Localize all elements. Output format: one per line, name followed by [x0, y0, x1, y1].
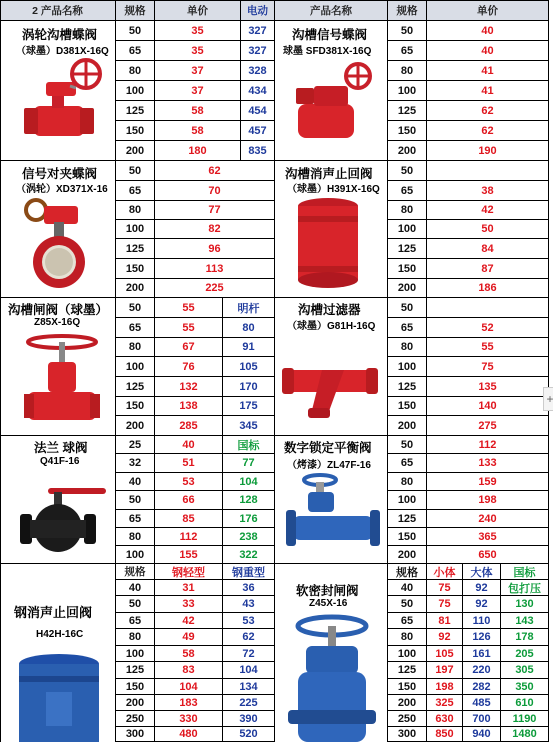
national-standard-price-cell: 77: [223, 454, 275, 473]
butterfly-valve-gear-icon: [14, 56, 106, 148]
spec-cell: 25: [116, 436, 155, 454]
national-standard-price-cell: 143: [501, 613, 549, 629]
electric-price-cell: 835: [241, 141, 275, 161]
price-cell: 37: [155, 81, 241, 101]
large-body-price-cell: 485: [463, 695, 501, 711]
small-body-price-cell: 325: [427, 695, 463, 711]
spec-cell: 80: [116, 629, 155, 646]
spec-cell: 200: [116, 416, 155, 436]
product-name: 数字锁定平衡阀: [284, 441, 372, 455]
price-cell: 62: [427, 101, 549, 121]
check-valve-blue-icon: [16, 652, 102, 742]
spec-cell: 80: [116, 61, 155, 81]
spec-cell: 80: [388, 338, 427, 357]
price-cell: 112: [155, 528, 223, 546]
spec-cell: 100: [116, 220, 155, 239]
spec-cell: 125: [116, 662, 155, 679]
spec-cell: 65: [388, 318, 427, 338]
ball-valve-black-icon: [18, 474, 108, 560]
product-model: （涡轮）XD371X-16: [16, 184, 108, 195]
small-body-price-cell: 850: [427, 727, 463, 742]
electric-price-cell: 328: [241, 61, 275, 81]
price-cell: 70: [155, 181, 275, 201]
spec-cell: 50: [388, 436, 427, 454]
spec-cell: 300: [388, 727, 427, 742]
price-cell: 180: [155, 141, 241, 161]
spec-cell: 150: [116, 121, 155, 141]
price-cell: 275: [427, 416, 549, 436]
small-body-price-cell: 75: [427, 596, 463, 613]
price-cell: 55: [155, 318, 223, 338]
spec-cell: 65: [388, 41, 427, 61]
price-cell: 82: [155, 220, 275, 239]
spec-cell: 50: [116, 161, 155, 181]
spec-cell: 50: [388, 298, 427, 318]
spec-cell: 80: [388, 629, 427, 646]
spec-cell: 150: [388, 679, 427, 695]
y-strainer-red-icon: [282, 336, 378, 420]
heavy-price-cell: 36: [223, 580, 275, 596]
product-name: 法兰 球阀: [34, 441, 88, 455]
spec-cell: 200: [388, 141, 427, 161]
heavy-price-cell: 72: [223, 646, 275, 662]
price-cell: 31: [155, 580, 223, 596]
price-cell: [427, 298, 549, 318]
gate-valve-red-icon: [22, 334, 102, 430]
subheader-heavy-steel: 钢重型: [223, 564, 275, 580]
price-cell: 37: [155, 61, 241, 81]
heavy-price-cell: 104: [223, 662, 275, 679]
price-cell: 42: [155, 613, 223, 629]
heavy-price-cell: 520: [223, 727, 275, 742]
spec-cell: 50: [116, 21, 155, 41]
balance-valve-blue-icon: [284, 472, 382, 560]
price-cell: 55: [427, 338, 549, 357]
price-cell: 159: [427, 473, 549, 491]
electric-price-cell: 327: [241, 41, 275, 61]
price-cell: 58: [155, 101, 241, 121]
spec-cell: 50: [116, 491, 155, 510]
heavy-price-cell: 53: [223, 613, 275, 629]
price-cell: 35: [155, 41, 241, 61]
price-cell: 480: [155, 727, 223, 742]
price-cell: 225: [155, 279, 275, 298]
spec-cell: 200: [388, 416, 427, 436]
electric-price-cell: 454: [241, 101, 275, 121]
spec-cell: 150: [116, 259, 155, 279]
product-model: Z85X-16Q: [34, 317, 81, 328]
price-cell: 41: [427, 61, 549, 81]
national-standard-price-cell: 176: [223, 510, 275, 528]
price-cell: 40: [427, 21, 549, 41]
product-name: 钢消声止回阀: [14, 605, 93, 620]
price-cell: 55: [155, 298, 223, 318]
price-cell: 58: [155, 121, 241, 141]
subheader-light-steel: 钢轻型: [155, 564, 223, 580]
heavy-price-cell: 43: [223, 596, 275, 613]
spec-cell: 125: [388, 377, 427, 397]
rising-stem-price-cell: 明杆: [223, 298, 275, 318]
spec-cell: 80: [116, 201, 155, 220]
spec-cell: 80: [388, 61, 427, 81]
national-standard-price-cell: 130: [501, 596, 549, 613]
electric-price-cell: 327: [241, 21, 275, 41]
spec-cell: 150: [388, 121, 427, 141]
national-standard-price-cell: 322: [223, 546, 275, 564]
spec-cell: 65: [388, 613, 427, 629]
spec-cell: 250: [388, 711, 427, 727]
small-body-price-cell: 197: [427, 662, 463, 679]
subheader-spec: 规格: [388, 564, 427, 580]
price-cell: 42: [427, 201, 549, 220]
spec-cell: 40: [388, 580, 427, 596]
national-standard-price-cell: 包打压: [501, 580, 549, 596]
spec-cell: 250: [116, 711, 155, 727]
spec-cell: 125: [116, 239, 155, 259]
price-cell: 40: [427, 41, 549, 61]
price-cell: 49: [155, 629, 223, 646]
national-standard-price-cell: 128: [223, 491, 275, 510]
spec-cell: 80: [116, 528, 155, 546]
check-valve-red-icon: [292, 196, 364, 292]
spec-cell: 65: [116, 613, 155, 629]
rising-stem-price-cell: 91: [223, 338, 275, 357]
large-body-price-cell: 92: [463, 596, 501, 613]
spec-cell: 65: [388, 181, 427, 201]
product-name: 软密封闸阀: [296, 584, 359, 598]
large-body-price-cell: 282: [463, 679, 501, 695]
spec-cell: 125: [388, 662, 427, 679]
spec-cell: 200: [116, 695, 155, 711]
price-cell: 85: [155, 510, 223, 528]
rising-stem-price-cell: 175: [223, 397, 275, 416]
national-standard-price-cell: 205: [501, 646, 549, 662]
spec-cell: 80: [116, 338, 155, 357]
price-cell: 135: [427, 377, 549, 397]
product-name: 沟槽闸阀（球墨）: [8, 303, 109, 317]
national-standard-price-cell: 610: [501, 695, 549, 711]
price-cell: 41: [427, 81, 549, 101]
price-cell: 35: [155, 21, 241, 41]
subheader-spec: 规格: [116, 564, 155, 580]
price-cell: 51: [155, 454, 223, 473]
price-cell: 50: [427, 220, 549, 239]
product-name: 沟槽消声止回阀: [285, 167, 373, 181]
spec-cell: 150: [388, 528, 427, 546]
spec-cell: 125: [388, 101, 427, 121]
price-cell: 138: [155, 397, 223, 416]
national-standard-price-cell: 238: [223, 528, 275, 546]
spec-cell: 65: [116, 318, 155, 338]
spec-cell: 200: [388, 546, 427, 564]
subheader-small-body: 小体: [427, 564, 463, 580]
heavy-price-cell: 134: [223, 679, 275, 695]
spec-cell: 100: [388, 357, 427, 377]
price-cell: 104: [155, 679, 223, 695]
price-cell: 140: [427, 397, 549, 416]
spec-cell: 80: [388, 473, 427, 491]
product-model: （球墨）D381X-16Q: [16, 46, 109, 57]
header-electric-left: 电动: [241, 0, 275, 21]
product-model: Z45X-16: [309, 598, 348, 609]
small-body-price-cell: 92: [427, 629, 463, 646]
rising-stem-price-cell: 105: [223, 357, 275, 377]
signal-butterfly-valve-icon: [20, 196, 90, 292]
price-cell: 75: [427, 357, 549, 377]
large-body-price-cell: 161: [463, 646, 501, 662]
header-product-name-left: 2 产品名称: [0, 0, 116, 21]
price-cell: 77: [155, 201, 275, 220]
small-body-price-cell: 81: [427, 613, 463, 629]
price-cell: 240: [427, 510, 549, 528]
product-model: （球墨）G81H-16Q: [287, 321, 376, 332]
spec-cell: 100: [388, 81, 427, 101]
spec-cell: 100: [388, 491, 427, 510]
spec-cell: 200: [116, 141, 155, 161]
price-cell: 650: [427, 546, 549, 564]
subheader-large-body: 大体: [463, 564, 501, 580]
small-body-price-cell: 75: [427, 580, 463, 596]
national-standard-price-cell: 国标: [223, 436, 275, 454]
spec-cell: 100: [116, 546, 155, 564]
spec-cell: 32: [116, 454, 155, 473]
product-name: 涡轮沟槽蝶阀: [22, 28, 98, 42]
header-price-right: 单价: [427, 0, 549, 21]
spec-cell: 300: [116, 727, 155, 742]
price-cell: 112: [427, 436, 549, 454]
electric-price-cell: 457: [241, 121, 275, 141]
table-top-border: [0, 0, 549, 1]
spec-cell: 100: [388, 220, 427, 239]
product-model: 球墨 SFD381X-16Q: [283, 46, 372, 57]
price-cell: 365: [427, 528, 549, 546]
spec-cell: 200: [388, 695, 427, 711]
price-cell: 83: [155, 662, 223, 679]
header-product-name-right: 产品名称: [275, 0, 388, 21]
small-body-price-cell: 105: [427, 646, 463, 662]
spec-cell: 150: [116, 679, 155, 695]
large-body-price-cell: 92: [463, 580, 501, 596]
spec-cell: 65: [116, 510, 155, 528]
price-cell: 52: [427, 318, 549, 338]
price-cell: 58: [155, 646, 223, 662]
price-cell: 40: [155, 436, 223, 454]
price-cell: 198: [427, 491, 549, 510]
spec-cell: 40: [116, 580, 155, 596]
small-body-price-cell: 198: [427, 679, 463, 695]
price-cell: 62: [155, 161, 275, 181]
product-model: Q41F-16: [40, 456, 80, 467]
spec-cell: 100: [116, 81, 155, 101]
price-cell: 285: [155, 416, 223, 436]
product-name: 沟槽过滤器: [298, 303, 361, 317]
price-cell: 76: [155, 357, 223, 377]
heavy-price-cell: 62: [223, 629, 275, 646]
product-model: （球墨）H391X-16Q: [287, 184, 380, 195]
heavy-price-cell: 225: [223, 695, 275, 711]
spec-cell: 65: [388, 454, 427, 473]
spec-cell: 65: [116, 41, 155, 61]
large-body-price-cell: 220: [463, 662, 501, 679]
price-cell: 96: [155, 239, 275, 259]
product-model: H42H-16C: [36, 629, 84, 640]
header-spec-right: 规格: [388, 0, 427, 21]
price-cell: 62: [427, 121, 549, 141]
table-left-border: [0, 0, 1, 742]
price-cell: 87: [427, 259, 549, 279]
price-cell: 113: [155, 259, 275, 279]
spec-cell: 100: [116, 646, 155, 662]
national-standard-price-cell: 178: [501, 629, 549, 646]
rising-stem-price-cell: 345: [223, 416, 275, 436]
national-standard-price-cell: 350: [501, 679, 549, 695]
large-body-price-cell: 110: [463, 613, 501, 629]
price-cell: 66: [155, 491, 223, 510]
price-cell: 155: [155, 546, 223, 564]
product-model: （烤漆）ZL47F-16: [287, 460, 371, 471]
spec-cell: 200: [388, 279, 427, 298]
national-standard-price-cell: 305: [501, 662, 549, 679]
spec-cell: 80: [388, 201, 427, 220]
heavy-price-cell: 390: [223, 711, 275, 727]
price-cell: 33: [155, 596, 223, 613]
spec-cell: 50: [388, 596, 427, 613]
price-cell: 67: [155, 338, 223, 357]
price-cell: 38: [427, 181, 549, 201]
national-standard-price-cell: 1480: [501, 727, 549, 742]
header-price-left: 单价: [155, 0, 241, 21]
price-cell: 84: [427, 239, 549, 259]
spec-cell: 50: [116, 298, 155, 318]
spec-cell: 125: [388, 239, 427, 259]
spec-cell: 100: [116, 357, 155, 377]
spec-cell: 150: [388, 397, 427, 416]
expand-handle-button[interactable]: +: [543, 387, 553, 411]
national-standard-price-cell: 1190: [501, 711, 549, 727]
price-cell: 186: [427, 279, 549, 298]
spec-cell: 65: [116, 181, 155, 201]
spec-cell: 40: [116, 473, 155, 491]
price-cell: 330: [155, 711, 223, 727]
spec-cell: 100: [388, 646, 427, 662]
large-body-price-cell: 940: [463, 727, 501, 742]
rising-stem-price-cell: 170: [223, 377, 275, 397]
electric-price-cell: 434: [241, 81, 275, 101]
price-cell: 132: [155, 377, 223, 397]
price-cell: 53: [155, 473, 223, 491]
spec-cell: 125: [116, 377, 155, 397]
price-cell: [427, 161, 549, 181]
small-body-price-cell: 630: [427, 711, 463, 727]
spec-cell: 150: [388, 259, 427, 279]
spec-cell: 125: [116, 101, 155, 121]
price-cell: 190: [427, 141, 549, 161]
grooved-signal-valve-icon: [288, 58, 376, 150]
gate-valve-blue-icon: [284, 614, 380, 742]
subheader-national-standard: 国标: [501, 564, 549, 580]
rising-stem-price-cell: 80: [223, 318, 275, 338]
product-name: 沟槽信号蝶阀: [292, 28, 368, 42]
spec-cell: 50: [388, 161, 427, 181]
product-name: 信号对夹蝶阀: [22, 167, 98, 181]
national-standard-price-cell: 104: [223, 473, 275, 491]
spec-cell: 125: [388, 510, 427, 528]
spec-cell: 150: [116, 397, 155, 416]
spec-cell: 50: [116, 596, 155, 613]
spec-cell: 50: [388, 21, 427, 41]
large-body-price-cell: 700: [463, 711, 501, 727]
spec-cell: 200: [116, 279, 155, 298]
header-spec-left: 规格: [116, 0, 155, 21]
price-cell: 183: [155, 695, 223, 711]
large-body-price-cell: 126: [463, 629, 501, 646]
price-cell: 133: [427, 454, 549, 473]
